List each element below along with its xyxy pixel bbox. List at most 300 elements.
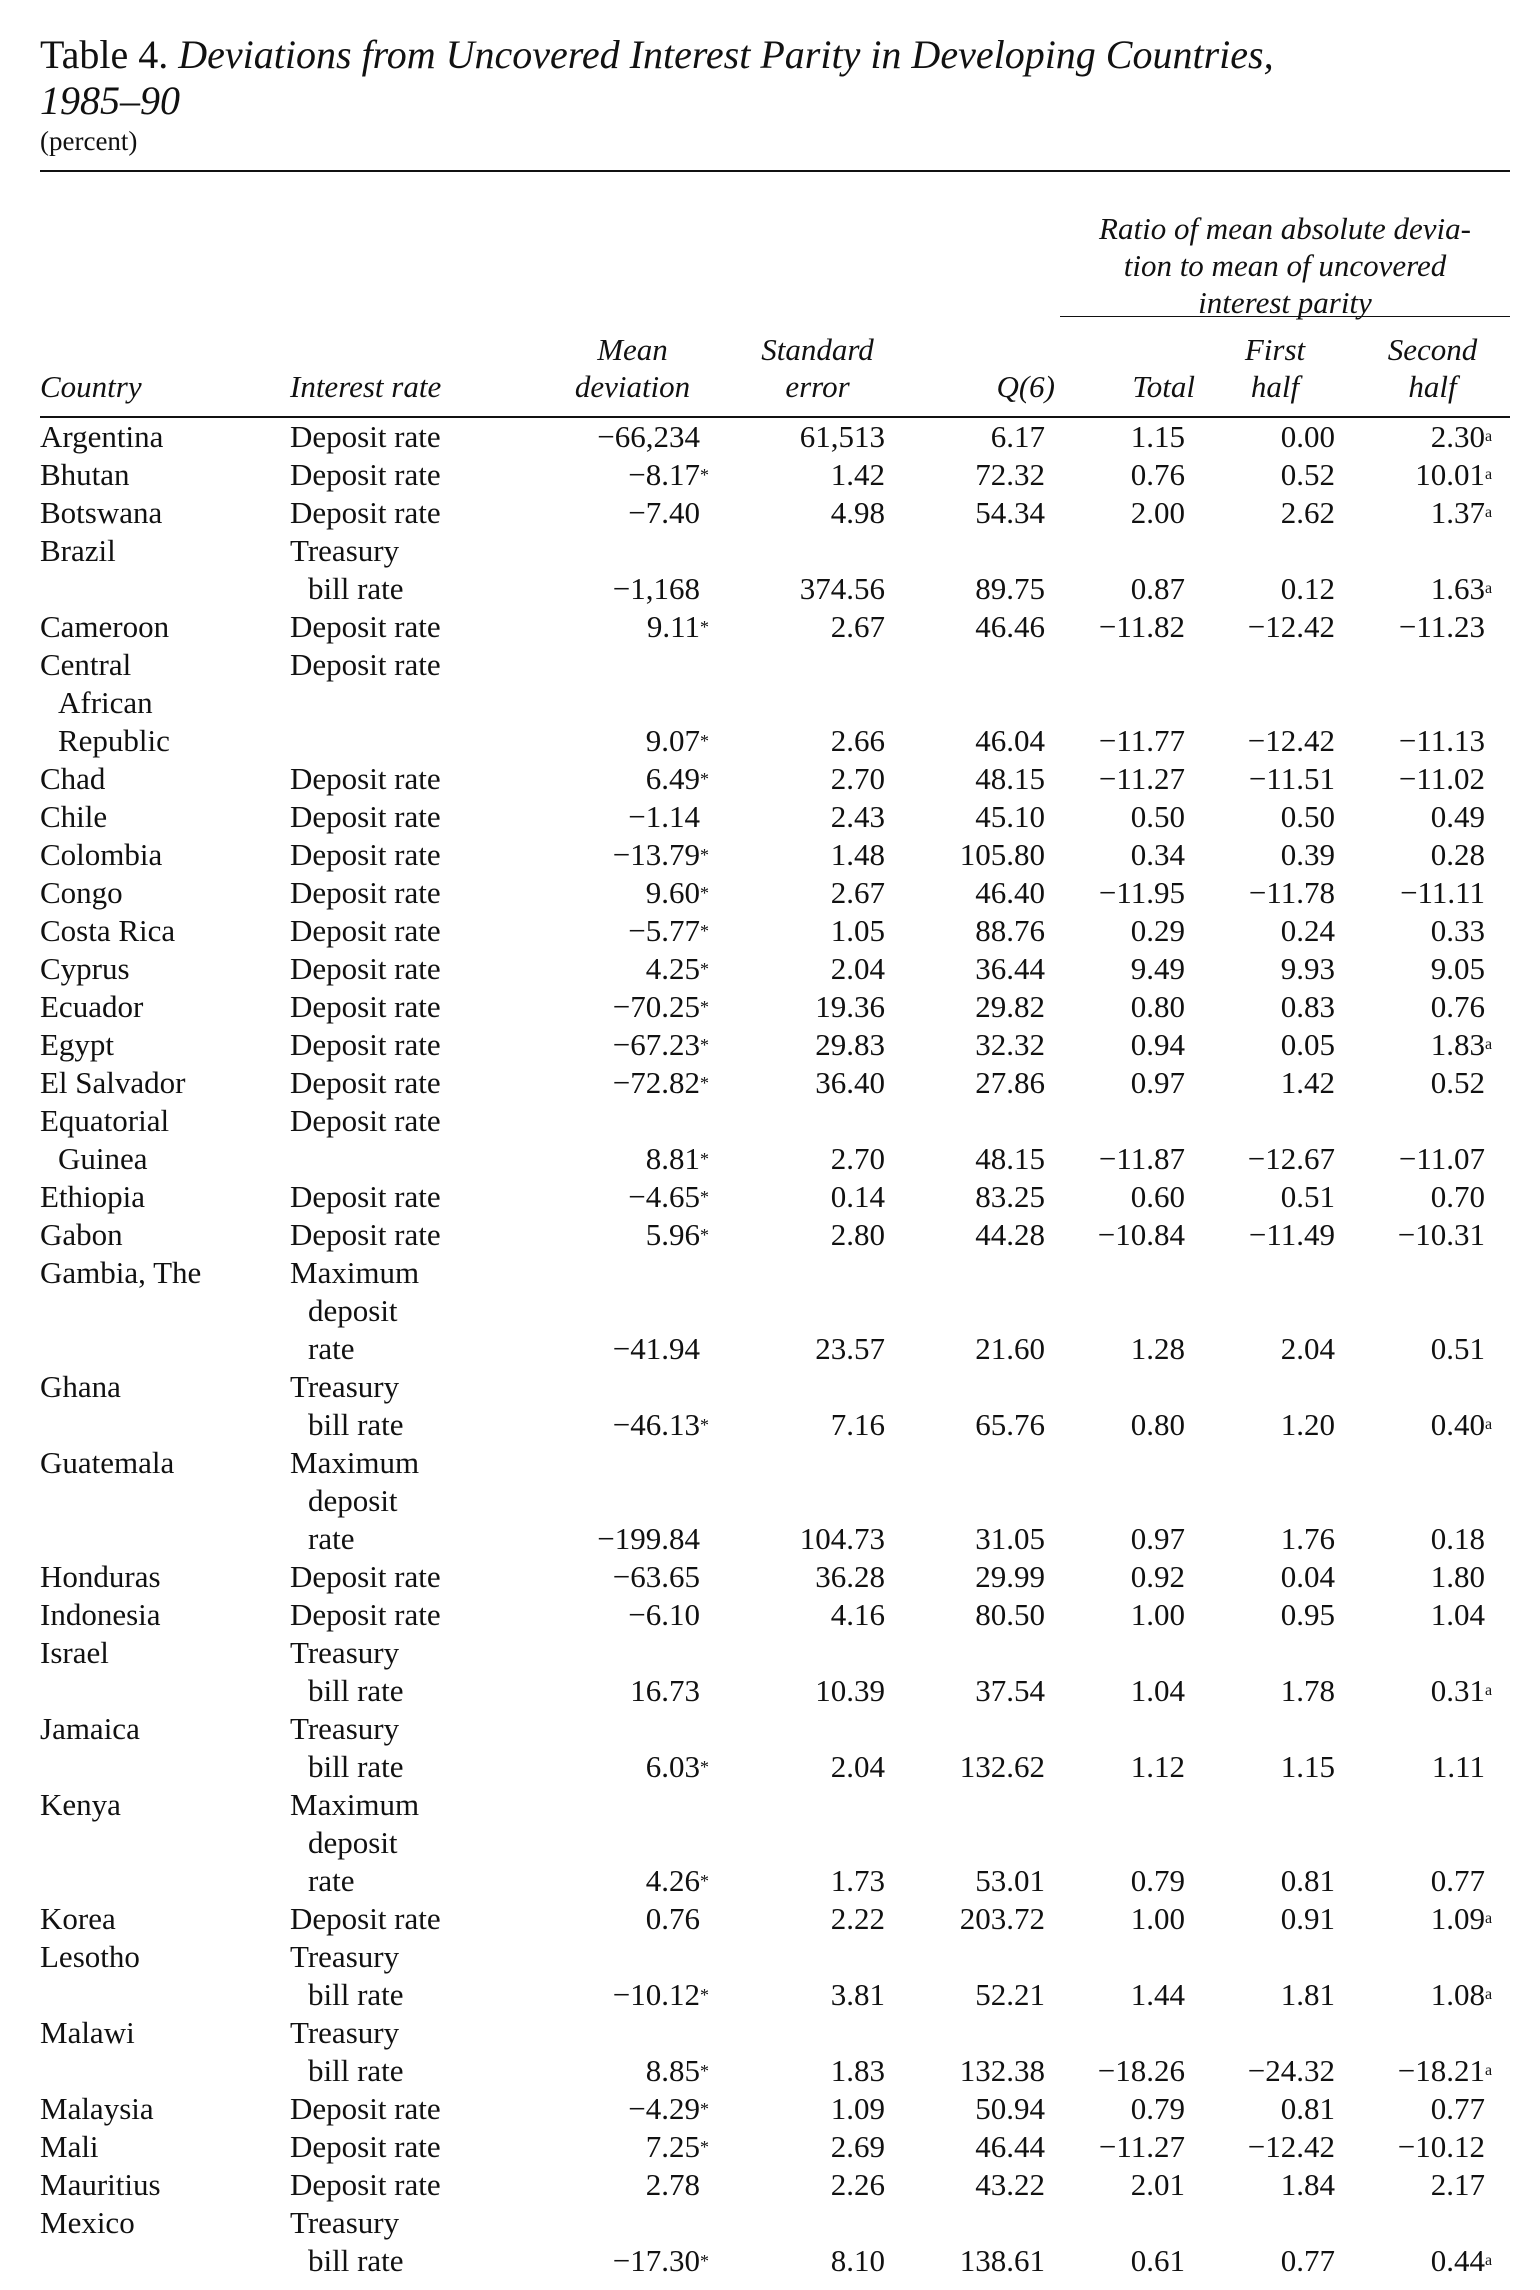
note-mark	[1485, 722, 1510, 760]
column-headers	[40, 172, 1510, 416]
table-row	[40, 1330, 1510, 1368]
significance-star: *	[700, 2251, 709, 2271]
standard-error	[740, 1254, 885, 1292]
ratio-second-half	[1335, 1938, 1485, 1976]
ratio-first-half: 0.05	[1280, 1027, 1335, 1062]
country-cell	[40, 1368, 290, 1406]
ratio-second-half	[1335, 1786, 1485, 1824]
ratio-first-half: 0.52	[1280, 457, 1335, 492]
note-mark	[1485, 2166, 1510, 2204]
ratio-second-half: 0.49	[1430, 799, 1485, 834]
interest-rate: Deposit rate	[290, 2167, 441, 2202]
country-cell	[40, 1254, 290, 1292]
interest-rate-cell	[290, 2204, 555, 2242]
interest-rate: Deposit rate	[290, 1103, 441, 1138]
note-mark	[1485, 1292, 1510, 1330]
country-name: Lesotho	[40, 1939, 140, 1974]
ratio-second-half	[1335, 1634, 1485, 1672]
ratio-first-half	[1185, 2014, 1335, 2052]
table-row	[40, 950, 1510, 988]
country-cell	[40, 798, 290, 836]
note-mark	[1485, 1102, 1510, 1140]
interest-rate-cell	[290, 2166, 555, 2204]
ratio-first-half	[1185, 1368, 1335, 1406]
q6-statistic: 46.46	[975, 609, 1045, 644]
country-name: Chad	[40, 761, 106, 796]
significance-star	[700, 532, 740, 570]
ratio-total	[1045, 1824, 1185, 1862]
country-name: Costa Rica	[40, 913, 176, 948]
ratio-second-half: 1.63	[1430, 571, 1485, 606]
interest-rate: Deposit rate	[290, 951, 441, 986]
country-cell	[40, 456, 290, 494]
standard-error: 8.10	[830, 2243, 885, 2278]
interest-rate: Treasury	[290, 1369, 400, 1404]
ratio-total: 0.61	[1130, 2243, 1185, 2278]
interest-rate-cell	[290, 570, 555, 608]
significance-star	[700, 1786, 740, 1824]
mean-deviation: 9.11	[646, 609, 700, 644]
ratio-total	[1045, 2014, 1185, 2052]
interest-rate: rate	[308, 1521, 355, 1556]
significance-star	[700, 1254, 740, 1292]
ratio-total: 0.79	[1130, 1863, 1185, 1898]
note-mark	[1485, 2128, 1510, 2166]
interest-rate-cell	[290, 418, 555, 456]
note-mark	[1485, 874, 1510, 912]
country-cell	[40, 836, 290, 874]
ratio-second-half: −10.12	[1397, 2129, 1485, 2164]
interest-rate-cell	[290, 2128, 555, 2166]
significance-star: *	[700, 1225, 709, 1245]
q6-statistic: 52.21	[975, 1977, 1045, 2012]
table-row	[40, 494, 1510, 532]
interest-rate: Deposit rate	[290, 2091, 441, 2126]
header-second-line2: half	[1408, 369, 1457, 404]
ratio-first-half: −11.51	[1248, 761, 1335, 796]
interest-rate: Deposit rate	[290, 875, 441, 910]
standard-error: 7.16	[830, 1407, 885, 1442]
ratio-first-half	[1185, 646, 1335, 684]
standard-error: 10.39	[815, 1673, 885, 1708]
q6-statistic	[885, 684, 1045, 722]
interest-rate-cell	[290, 1254, 555, 1292]
standard-error	[740, 2014, 885, 2052]
mean-deviation: −1.14	[628, 799, 700, 834]
country-name: Malawi	[40, 2015, 135, 2050]
table-row	[40, 1368, 1510, 1406]
q6-statistic: 72.32	[975, 457, 1045, 492]
ratio-first-half: 1.20	[1280, 1407, 1335, 1442]
ratio-total: 1.28	[1130, 1331, 1185, 1366]
interest-rate-cell	[290, 1026, 555, 1064]
country-name: Jamaica	[40, 1711, 140, 1746]
ratio-total: 0.79	[1130, 2091, 1185, 2126]
interest-rate-cell	[290, 1482, 555, 1520]
note-mark	[1485, 760, 1510, 798]
mean-deviation: 9.60	[645, 875, 700, 910]
ratio-total: −11.87	[1098, 1141, 1185, 1176]
table-row	[40, 2128, 1510, 2166]
table-row	[40, 418, 1510, 456]
note-mark: a	[1485, 2062, 1493, 2079]
table-title-line1: Deviations from Uncovered Interest Parity in Developing Countries,	[178, 32, 1274, 77]
mean-deviation: 6.49	[645, 761, 700, 796]
group-header-line2: tion to mean of uncovered	[1123, 248, 1447, 283]
country-cell	[40, 760, 290, 798]
standard-error: 36.40	[815, 1065, 885, 1100]
ratio-first-half: −12.42	[1247, 723, 1335, 758]
table-row	[40, 1140, 1510, 1178]
mean-deviation	[555, 1786, 700, 1824]
table-row	[40, 760, 1510, 798]
header-mean-line1: Mean	[597, 332, 668, 367]
ratio-total: −11.27	[1098, 2129, 1185, 2164]
significance-star: *	[700, 1757, 709, 1777]
q6-statistic: 54.34	[975, 495, 1045, 530]
note-mark	[1485, 1482, 1510, 1520]
header-mean-line2: deviation	[574, 369, 691, 404]
significance-star: *	[700, 769, 709, 789]
ratio-first-half: 0.24	[1280, 913, 1335, 948]
interest-rate: Deposit rate	[290, 1901, 441, 1936]
q6-statistic	[885, 1786, 1045, 1824]
standard-error: 29.83	[815, 1027, 885, 1062]
note-mark	[1485, 1748, 1510, 1786]
note-mark	[1485, 684, 1510, 722]
interest-rate: Deposit rate	[290, 1559, 441, 1594]
q6-statistic: 45.10	[975, 799, 1045, 834]
note-mark	[1485, 1786, 1510, 1824]
country-name: Israel	[40, 1635, 109, 1670]
ratio-first-half: −12.42	[1247, 609, 1335, 644]
table-row	[40, 874, 1510, 912]
ratio-second-half: 0.40	[1430, 1407, 1485, 1442]
q6-statistic: 6.17	[990, 419, 1045, 454]
country-cell	[40, 1064, 290, 1102]
note-mark	[1485, 836, 1510, 874]
note-mark	[1485, 1254, 1510, 1292]
mean-deviation	[555, 1254, 700, 1292]
table-page	[40, 32, 1510, 2278]
ratio-total	[1045, 1482, 1185, 1520]
standard-error	[740, 1786, 885, 1824]
ratio-second-half: 0.51	[1430, 1331, 1485, 1366]
standard-error: 36.28	[815, 1559, 885, 1594]
country-cell	[40, 1710, 290, 1748]
interest-rate: Deposit rate	[290, 913, 441, 948]
ratio-total	[1045, 1710, 1185, 1748]
note-mark	[1485, 1064, 1510, 1102]
table-row	[40, 1520, 1510, 1558]
ratio-total: 1.00	[1130, 1597, 1185, 1632]
mean-deviation: 8.81	[645, 1141, 700, 1176]
interest-rate: Deposit rate	[290, 647, 441, 682]
mean-deviation	[555, 1444, 700, 1482]
country-cell	[40, 1976, 290, 2014]
interest-rate: bill rate	[308, 2243, 404, 2278]
standard-error	[740, 1102, 885, 1140]
q6-statistic	[885, 1482, 1045, 1520]
standard-error: 2.43	[830, 799, 885, 834]
country-cell	[40, 988, 290, 1026]
interest-rate-cell	[290, 1140, 555, 1178]
note-mark	[1485, 1140, 1510, 1178]
ratio-second-half	[1335, 646, 1485, 684]
standard-error	[740, 1482, 885, 1520]
table-row	[40, 1938, 1510, 1976]
country-name: Mauritius	[40, 2167, 161, 2202]
ratio-total	[1045, 1444, 1185, 1482]
table-row	[40, 798, 1510, 836]
q6-statistic	[885, 1292, 1045, 1330]
interest-rate-cell	[290, 988, 555, 1026]
country-name: Ethiopia	[40, 1179, 146, 1214]
interest-rate: Deposit rate	[290, 609, 441, 644]
group-header-line3: interest parity	[1198, 285, 1372, 320]
ratio-second-half: −11.23	[1398, 609, 1485, 644]
interest-rate-cell	[290, 2242, 555, 2280]
significance-star: *	[700, 1871, 709, 1891]
interest-rate: Deposit rate	[290, 989, 441, 1024]
standard-error	[740, 1938, 885, 1976]
country-name: Republic	[58, 723, 170, 758]
significance-star	[700, 1596, 740, 1634]
ratio-total	[1045, 1786, 1185, 1824]
country-cell	[40, 1938, 290, 1976]
country-name: Ecuador	[40, 989, 144, 1024]
standard-error: 2.22	[830, 1901, 885, 1936]
country-name: Bhutan	[40, 457, 130, 492]
significance-star: *	[700, 997, 709, 1017]
ratio-first-half: 1.78	[1280, 1673, 1335, 1708]
mean-deviation: −199.84	[597, 1521, 700, 1556]
ratio-first-half	[1185, 1938, 1335, 1976]
interest-rate: Maximum	[290, 1255, 420, 1290]
standard-error: 1.05	[830, 913, 885, 948]
table-row	[40, 1976, 1510, 2014]
standard-error	[740, 1824, 885, 1862]
q6-statistic: 89.75	[975, 571, 1045, 606]
country-name: Ghana	[40, 1369, 121, 1404]
ratio-second-half: 1.37	[1430, 495, 1485, 530]
table-row	[40, 1634, 1510, 1672]
ratio-total: 0.92	[1130, 1559, 1185, 1594]
q6-statistic: 43.22	[975, 2167, 1045, 2202]
interest-rate-cell	[290, 456, 555, 494]
country-cell	[40, 722, 290, 760]
ratio-total	[1045, 1102, 1185, 1140]
standard-error: 2.04	[830, 951, 885, 986]
table-row	[40, 2014, 1510, 2052]
q6-statistic: 88.76	[975, 913, 1045, 948]
mean-deviation: 7.25	[645, 2129, 700, 2164]
note-mark: a	[1485, 428, 1493, 445]
note-mark	[1485, 1862, 1510, 1900]
mean-deviation: −13.79	[612, 837, 700, 872]
interest-rate: bill rate	[308, 2053, 404, 2088]
mean-deviation: −4.65	[628, 1179, 700, 1214]
note-mark	[1485, 1558, 1510, 1596]
ratio-total: 0.87	[1130, 571, 1185, 606]
country-cell	[40, 950, 290, 988]
q6-statistic: 31.05	[975, 1521, 1045, 1556]
standard-error: 1.09	[830, 2091, 885, 2126]
ratio-second-half: 0.76	[1430, 989, 1485, 1024]
ratio-first-half	[1185, 1254, 1335, 1292]
ratio-second-half: 0.33	[1430, 913, 1485, 948]
mean-deviation: 2.78	[645, 2167, 700, 2202]
q6-statistic: 65.76	[975, 1407, 1045, 1442]
significance-star: *	[700, 1187, 709, 1207]
country-cell	[40, 1444, 290, 1482]
table-unit: (percent)	[40, 126, 138, 156]
table-row	[40, 1482, 1510, 1520]
note-mark	[1485, 1824, 1510, 1862]
significance-star	[700, 1710, 740, 1748]
mean-deviation: −70.25	[612, 989, 700, 1024]
standard-error	[740, 1444, 885, 1482]
ratio-first-half: 0.12	[1280, 571, 1335, 606]
mean-deviation	[555, 2204, 700, 2242]
interest-rate-cell	[290, 912, 555, 950]
ratio-second-half: −10.31	[1397, 1217, 1485, 1252]
country-cell	[40, 418, 290, 456]
mean-deviation: 9.07	[645, 723, 700, 758]
significance-star: *	[700, 2061, 709, 2081]
table-row	[40, 1900, 1510, 1938]
ratio-first-half	[1185, 1292, 1335, 1330]
ratio-total: −18.26	[1097, 2053, 1185, 2088]
interest-rate: Deposit rate	[290, 1597, 441, 1632]
ratio-total: 0.80	[1130, 1407, 1185, 1442]
interest-rate-cell	[290, 1862, 555, 1900]
q6-statistic	[885, 1634, 1045, 1672]
ratio-first-half: −12.42	[1247, 2129, 1335, 2164]
ratio-second-half	[1335, 1102, 1485, 1140]
significance-star: *	[700, 921, 709, 941]
table-row	[40, 1216, 1510, 1254]
country-cell	[40, 912, 290, 950]
significance-star: *	[700, 845, 709, 865]
ratio-first-half: 1.76	[1280, 1521, 1335, 1556]
ratio-total: −11.82	[1098, 609, 1185, 644]
significance-star	[700, 1558, 740, 1596]
standard-error: 1.48	[830, 837, 885, 872]
note-mark	[1485, 2090, 1510, 2128]
ratio-total	[1045, 2204, 1185, 2242]
standard-error: 4.16	[830, 1597, 885, 1632]
ratio-second-half	[1335, 2014, 1485, 2052]
mean-deviation	[555, 1634, 700, 1672]
interest-rate-cell	[290, 2014, 555, 2052]
table-row	[40, 1102, 1510, 1140]
ratio-first-half: 0.83	[1280, 989, 1335, 1024]
ratio-total	[1045, 532, 1185, 570]
mean-deviation: 8.85	[645, 2053, 700, 2088]
mean-deviation	[555, 684, 700, 722]
mean-deviation: 5.96	[645, 1217, 700, 1252]
table-row	[40, 1026, 1510, 1064]
ratio-first-half: 0.91	[1280, 1901, 1335, 1936]
ratio-total: 0.76	[1130, 457, 1185, 492]
table-row	[40, 1444, 1510, 1482]
note-mark	[1485, 1520, 1510, 1558]
note-mark: a	[1485, 2252, 1493, 2269]
interest-rate: Treasury	[290, 1711, 400, 1746]
significance-star	[700, 2014, 740, 2052]
note-mark: a	[1485, 1036, 1493, 1053]
interest-rate: deposit	[308, 1483, 398, 1518]
standard-error	[740, 532, 885, 570]
interest-rate: Treasury	[290, 2015, 400, 2050]
ratio-total: 1.44	[1130, 1977, 1185, 2012]
header-total: Total	[1132, 369, 1195, 404]
ratio-second-half: 0.77	[1430, 2091, 1485, 2126]
table-row	[40, 1254, 1510, 1292]
table-label: Table 4.	[40, 32, 169, 77]
table-body	[40, 418, 1510, 2280]
country-cell	[40, 2166, 290, 2204]
q6-statistic	[885, 1102, 1045, 1140]
note-mark	[1485, 1178, 1510, 1216]
note-mark	[1485, 1596, 1510, 1634]
q6-statistic	[885, 1710, 1045, 1748]
significance-star: *	[700, 1415, 709, 1435]
interest-rate-cell	[290, 798, 555, 836]
interest-rate: bill rate	[308, 1749, 404, 1784]
country-cell	[40, 1140, 290, 1178]
country-name: Mexico	[40, 2205, 135, 2240]
country-name: Korea	[40, 1901, 116, 1936]
significance-star: *	[700, 1149, 709, 1169]
significance-star	[700, 1672, 740, 1710]
interest-rate: Deposit rate	[290, 457, 441, 492]
interest-rate: Treasury	[290, 1635, 400, 1670]
mean-deviation: −4.29	[628, 2091, 700, 2126]
q6-statistic	[885, 1938, 1045, 1976]
interest-rate-cell	[290, 1748, 555, 1786]
ratio-first-half: 1.81	[1280, 1977, 1335, 2012]
country-cell	[40, 1862, 290, 1900]
country-cell	[40, 684, 290, 722]
country-name: Indonesia	[40, 1597, 161, 1632]
interest-rate: Treasury	[290, 2205, 400, 2240]
note-mark	[1485, 1938, 1510, 1976]
table-row	[40, 532, 1510, 570]
ratio-total: 1.15	[1130, 419, 1185, 454]
significance-star	[700, 494, 740, 532]
ratio-first-half: 1.42	[1280, 1065, 1335, 1100]
country-cell	[40, 532, 290, 570]
note-mark: a	[1485, 1682, 1493, 1699]
mean-deviation: −72.82	[612, 1065, 700, 1100]
country-name: El Salvador	[40, 1065, 186, 1100]
ratio-second-half: 2.17	[1430, 2167, 1485, 2202]
country-cell	[40, 1748, 290, 1786]
significance-star	[700, 1102, 740, 1140]
ratio-total	[1045, 1938, 1185, 1976]
mean-deviation	[555, 1824, 700, 1862]
standard-error: 0.14	[830, 1179, 885, 1214]
q6-statistic: 48.15	[975, 1141, 1045, 1176]
ratio-total	[1045, 1634, 1185, 1672]
interest-rate: Maximum	[290, 1445, 420, 1480]
interest-rate-cell	[290, 760, 555, 798]
q6-statistic	[885, 2014, 1045, 2052]
standard-error: 2.26	[830, 2167, 885, 2202]
table-row	[40, 1596, 1510, 1634]
